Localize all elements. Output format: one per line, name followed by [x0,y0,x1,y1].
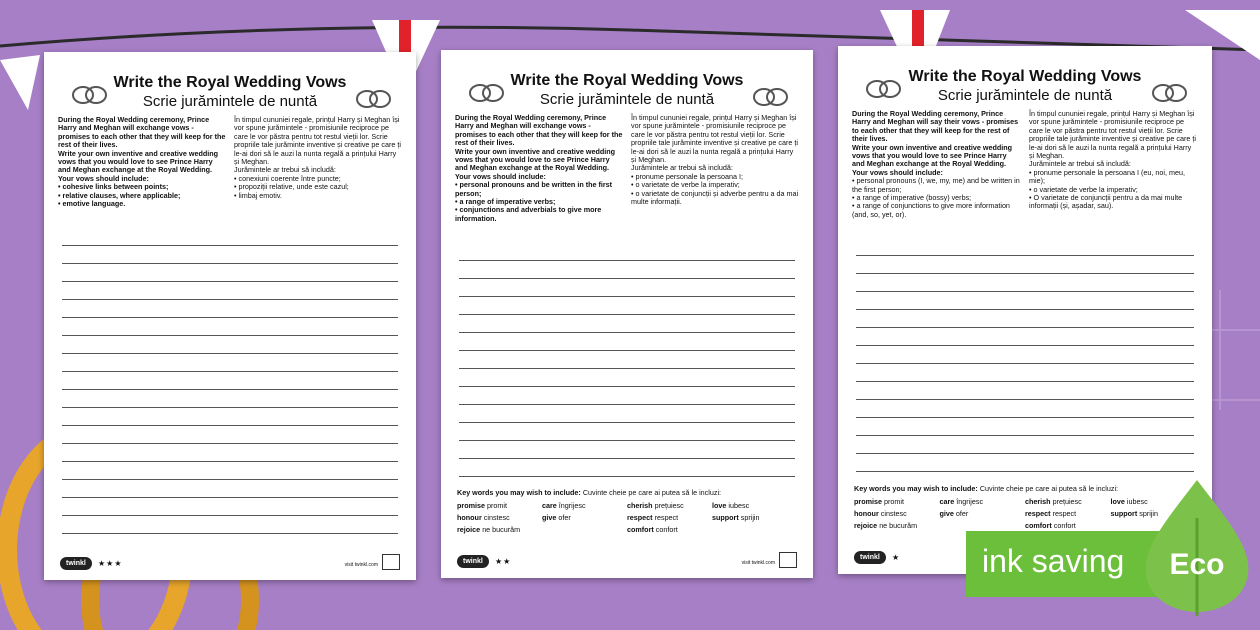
worksheet-subtitle: Scrie jurămintele de nuntă [539,91,715,108]
keyword: honour cinstesc [457,513,510,522]
worksheet-2 [441,50,813,578]
worksheet-title: Write the Royal Wedding Vows [113,74,347,91]
rings-icon [751,84,791,110]
rings-icon [1150,80,1190,106]
worksheet-subtitle: Scrie jurămintele de nuntă [937,87,1113,104]
instructions-ro: În timpul cununiei regale, prințul Harry și Meghan își vor spune jurămintele - promisiunile reciproce pe care le vor păstra pentru tot restul vieții lor. Scrie propriile tale jurăminte inventive și creative pe care ți le-ai dori să le auzi la nunta regală a prințului Harry și Meghan. Jurămintele ar trebui să includă: • pronume personale la persoana I (eu, noi, meu, mie); • o varietate de verbe la imperativ; • O varietate de conjuncții pentru a da mai multe informații (și, așadar, sau). [1029,110,1198,219]
keyword: comfort confort [1025,521,1076,530]
keyword: promise promit [854,497,904,506]
keyword: care îngrijesc [939,497,984,506]
keyword: cherish prețuiesc [1025,497,1082,506]
keyword: care îngrijesc [542,501,586,510]
worksheet-footer [457,552,797,568]
ink-saving-label: ink saving [982,543,1125,579]
rings-icon [354,86,394,112]
instructions-ro: În timpul cununiei regale, prințul Harry și Meghan își vor spune jurămintele - promisiunile reciproce pe care le vor păstra pentru tot restul vieții lor. Scrie propriile tale jurăminte inventive și creative pe care ți le-ai dori să le auzi la nunta regală a prințului Harry și Meghan. Jurămintele ar trebui să includă: • pronume personale la persoana I; • o varietate de verbe la imperativ; • o varietate de conjuncții și adverbe pentru a da mai multe informații. [631,114,799,223]
keyword: support sprijin [1110,509,1159,518]
instructions-en: During the Royal Wedding ceremony, Prince Harry and Meghan will say their vows - promises to each other that they will keep for the rest of their lives. Write your own inventive and creative wedding vows that you would love to see Prince Harry and Meghan exchange at the Royal Wedding. Your vows should include: • personal pronouns (I, we, my, me) and be written in the first person; • a range of imperative (bossy) verbs; • a range of conjunctions to give more information (and, so, yet, or). [852,110,1021,219]
worksheet-footer [60,554,400,570]
keyword [940,521,1026,530]
keyword: support sprijin [712,513,760,522]
keyword: promise promit [457,501,507,510]
rings-icon [70,82,110,108]
keyword: honour cinstesc [854,509,907,518]
twinkl-logo: twinkl [854,551,886,564]
eco-label: Eco [1169,548,1225,581]
keyword: comfort confort [627,525,678,534]
instructions-en: During the Royal Wedding ceremony, Prince Harry and Meghan will exchange vows - promises to each other that they will keep for the rest of their lives. Write your own inventive and creative wedding vows that you would love to see Prince Harry and Meghan exchange at the Royal Wedding. Your vows should include: • personal pronouns and be written in the first person; • a range of imperative verbs; • conjunctions and adverbials to give more information. [455,114,623,223]
difficulty-stars: ★★ [495,557,512,566]
worksheet-title: Write the Royal Wedding Vows [908,68,1142,85]
eco-leaf-icon [1138,478,1256,618]
keyword: give ofer [939,509,969,518]
keyword: rejoice ne bucurăm [457,525,521,534]
keywords-box: Key words you may wish to include: Cuvinte cheie pe care ai putea să le incluzi: promise promit care îngrijesc cherish prețuiesc love iubesc honour cinstesc give ofer respect respect support sprijin rejoice ne bucurăm comfort confort [457,488,797,534]
keyword: love iubesc [1110,497,1148,506]
worksheet-title: Write the Royal Wedding Vows [510,72,744,89]
difficulty-stars: ★ [892,553,901,562]
worksheet-subtitle: Scrie jurămintele de nuntă [142,93,318,110]
rings-icon [864,76,904,102]
keyword: love iubesc [712,501,750,510]
qr-icon [382,554,400,570]
keyword: cherish prețuiesc [627,501,684,510]
writing-lines[interactable] [62,228,398,534]
difficulty-stars: ★★★ [98,559,123,568]
qr-icon [779,552,797,568]
writing-lines[interactable] [856,238,1194,472]
worksheet-1 [44,52,416,580]
twinkl-logo: twinkl [60,557,92,570]
rings-icon [467,80,507,106]
keyword: give ofer [542,513,571,522]
instructions-en: During the Royal Wedding ceremony, Prince Harry and Meghan will exchange vows - promises to each other that they will keep for the rest of their lives. Write your own inventive and creative wedding vows that you would love to see Prince Harry and Meghan exchange at the Royal Wedding. Your vows should include: • cohesive links between points; • relative clauses, where applicable; • emotive language. [58,116,226,208]
keyword [542,525,627,534]
twinkl-logo: twinkl [457,555,489,568]
footer-url: visit twinkl.com [741,560,775,566]
footer-url: visit twinkl.com [344,562,378,568]
instructions-ro: În timpul cununiei regale, prințul Harry și Meghan își vor spune jurămintele - promisiunile reciproce pe care le vor păstra pentru tot restul vieții lor. Scrie propriile tale jurăminte inventive și creative pe care ți le-ai dori să le auzi la nunta regală a prințului Harry și Meghan. Jurămintele ar trebui să includă: • conexiuni coerente între puncte; • propoziții relative, unde este cazul; • limbaj emotiv. [234,116,402,208]
keyword [712,525,797,534]
keyword: respect respect [627,513,679,522]
keyword: respect respect [1025,509,1077,518]
keywords-box: Key words you may wish to include: Cuvinte cheie pe care ai putea să le incluzi: promise promit care îngrijesc cherish prețuiesc love iubesc honour cinstesc give ofer respect respect support sprijin rejoice ne bucurăm comfort confort [854,484,1196,530]
writing-lines[interactable] [459,243,795,477]
keyword: rejoice ne bucurăm [854,521,918,530]
